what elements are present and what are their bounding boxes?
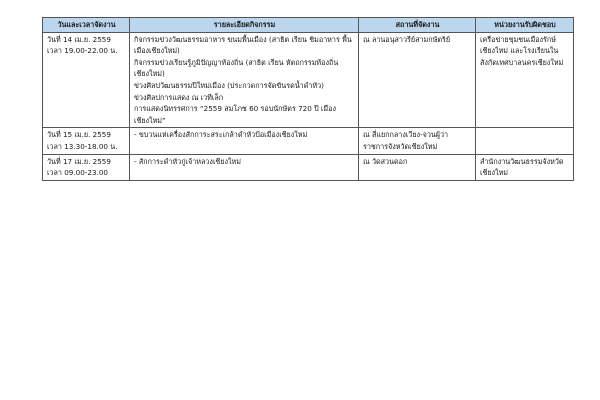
- agency-cell: [476, 128, 574, 154]
- venue-cell: [359, 32, 476, 128]
- venue-text: ณ สี่แยกกลางเวียง-จวนผู้ว่า ราชการจังหวัดเชียงใหม่: [363, 130, 449, 151]
- details-cell: [130, 32, 359, 128]
- schedule-table: [42, 17, 574, 181]
- venue-cell: [359, 154, 476, 180]
- header-venue: สถานที่จัดงาน: [359, 18, 476, 33]
- details-cell: [130, 128, 359, 154]
- date-cell: [43, 32, 130, 128]
- activity-item: ข่วงศิลปการแสดง ณ เวทีเล็ก: [134, 92, 224, 102]
- time-text: เวลา 09.00-23.00: [47, 168, 108, 178]
- date-text: วันที่ 14 เม.ย. 2559: [47, 34, 111, 44]
- venue-cell: [359, 128, 476, 154]
- header-date-time: วันและเวลาจัดงาน: [43, 18, 130, 33]
- agency-cell: [476, 154, 574, 180]
- table-row: [43, 32, 574, 128]
- date-text: วันที่ 17 เม.ย. 2559: [47, 156, 111, 166]
- date-cell: [43, 154, 130, 180]
- activity-item: การแสดงนิทรรศการ “2559 สมโภช 60 รอบนักษัตร 720 ปี เมือง เชียงใหม่”: [134, 104, 336, 125]
- venue-text: ณ วัดสวนดอก: [363, 156, 408, 166]
- date-cell: [43, 128, 130, 154]
- date-text: วันที่ 15 เม.ย. 2559: [47, 130, 111, 140]
- agency-cell: [476, 32, 574, 128]
- activity-item: - สักการะดำหัวกู่เจ้าหลวงเชียงใหม่: [134, 156, 241, 166]
- time-text: เวลา 19.00-22.00 น.: [47, 46, 118, 56]
- time-text: เวลา 13.30-18.00 น.: [47, 141, 118, 151]
- header-responsible-agency: หน่วยงานรับผิดชอบ: [476, 18, 574, 33]
- header-row: [43, 18, 574, 33]
- table-row: [43, 128, 574, 154]
- header-activity-details: รายละเอียดกิจกรรม: [130, 18, 359, 33]
- venue-text: ณ ลานอนุสาวรีย์สามกษัตริย์: [363, 34, 451, 44]
- activity-item: ข่วงศิลปวัฒนธรรมปีใหม่เมือง (ประกวดการจัดขันรดน้ำดำหัว): [134, 80, 324, 90]
- table-row: [43, 154, 574, 180]
- activity-item: กิจกรรมข่วงวัฒนธรรมอาหาร ขนมพื้นเมือง (สาธิต เรียน ชิมอาหาร พื้นเมืองเชียงใหม่): [134, 34, 352, 56]
- activity-item: กิจกรรมข่วงเรียนรู้ภูมิปัญญาท้องถิ่น (สาธิต เรียน หัตถกรรมท้องถิ่น เชียงใหม่): [134, 57, 339, 79]
- agency-text: เครือข่ายชุมชนเมืองรักษ์ เชียงใหม่ และโรงเรียนใน สังกัดเทศบาลนครเชียงใหม่: [480, 34, 564, 67]
- activity-item: - ขบวนแห่เครื่องสักการะสระเกล้าดำหัวป้อเมืองเชียงใหม่: [134, 130, 308, 140]
- details-cell: [130, 154, 359, 180]
- agency-text: สำนักงานวัฒนธรรมจังหวัด เชียงใหม่: [480, 156, 564, 178]
